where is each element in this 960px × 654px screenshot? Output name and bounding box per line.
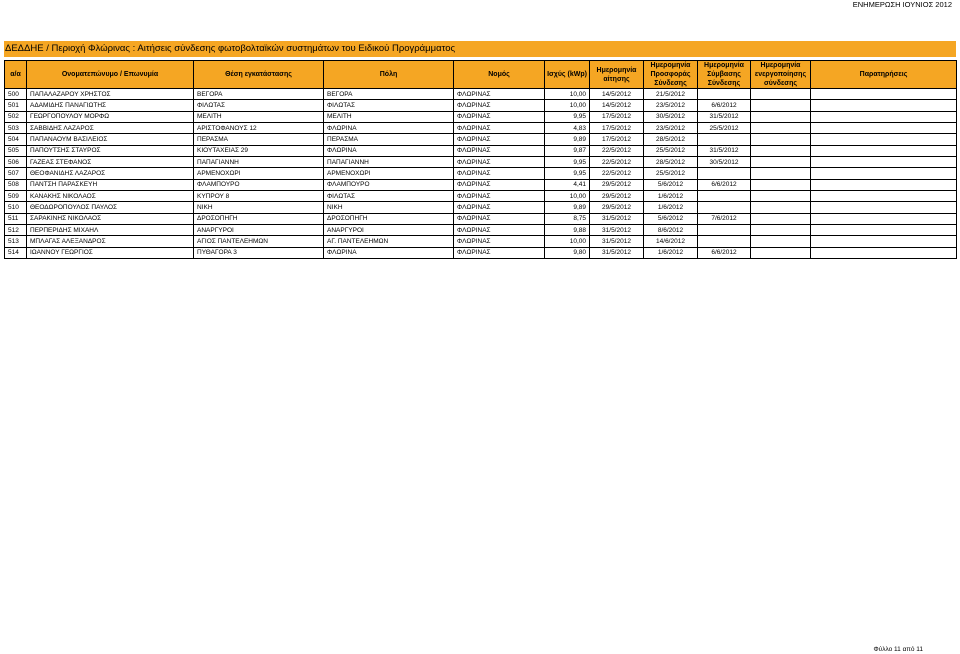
cell-prefecture: ΦΛΩΡΙΝΑΣ (454, 168, 545, 179)
cell-activation-date (751, 225, 811, 236)
cell-location: ΜΕΛΙΤΗ (194, 111, 324, 122)
cell-application-date: 29/5/2012 (590, 202, 644, 213)
cell-contract-date: 6/6/2012 (698, 100, 751, 111)
cell-activation-date (751, 168, 811, 179)
cell-notes (811, 247, 957, 258)
cell-prefecture: ΦΛΩΡΙΝΑΣ (454, 236, 545, 247)
cell-application-date: 31/5/2012 (590, 236, 644, 247)
cell-prefecture: ΦΛΩΡΙΝΑΣ (454, 191, 545, 202)
header-location: Θέση εγκατάστασης (194, 61, 324, 89)
cell-contract-date (698, 89, 751, 100)
cell-city: ΑΡΜΕΝΟΧΩΡΙ (324, 168, 454, 179)
header-offer-date: Ημερομηνία Προσφοράς Σύνδεσης (644, 61, 698, 89)
cell-offer-date: 25/5/2012 (644, 168, 698, 179)
cell-name: ΣΑΡΑΚΙΝΗΣ ΝΙΚΟΛΑΟΣ (27, 213, 194, 224)
cell-city: ΑΓ. ΠΑΝΤΕΛΕΗΜΩΝ (324, 236, 454, 247)
table-row (5, 134, 957, 145)
cell-name: ΠΑΝΤΣΗ ΠΑΡΑΣΚΕΥΗ (27, 179, 194, 190)
cell-aa: 513 (5, 236, 27, 247)
cell-notes (811, 179, 957, 190)
cell-power: 9,95 (545, 111, 590, 122)
cell-city: ΦΙΛΩΤΑΣ (324, 100, 454, 111)
cell-location: ΦΙΛΩΤΑΣ (194, 100, 324, 111)
cell-city: ΜΕΛΙΤΗ (324, 111, 454, 122)
cell-location: ΚΙΟΥΤΑΧΕΙΑΣ 29 (194, 145, 324, 156)
cell-aa: 510 (5, 202, 27, 213)
header-power: Ισχύς (kWp) (545, 61, 590, 89)
cell-contract-date: 6/6/2012 (698, 247, 751, 258)
cell-name: ΓΑΖΕΑΣ ΣΤΕΦΑΝΟΣ (27, 157, 194, 168)
cell-aa: 503 (5, 123, 27, 134)
cell-notes (811, 168, 957, 179)
cell-city: ΔΡΟΣΟΠΗΓΗ (324, 213, 454, 224)
cell-prefecture: ΦΛΩΡΙΝΑΣ (454, 202, 545, 213)
cell-notes (811, 202, 957, 213)
cell-prefecture: ΦΛΩΡΙΝΑΣ (454, 145, 545, 156)
cell-offer-date: 8/6/2012 (644, 225, 698, 236)
cell-name: ΣΑΒΒΙΔΗΣ ΛΑΖΑΡΟΣ (27, 123, 194, 134)
cell-contract-date (698, 134, 751, 145)
cell-name: ΜΠΛΑΓΑΣ ΑΛΕΞΑΝΔΡΟΣ (27, 236, 194, 247)
cell-location: ΑΡΜΕΝΟΧΩΡΙ (194, 168, 324, 179)
cell-location: ΑΡΙΣΤΟΦΑΝΟΥΣ 12 (194, 123, 324, 134)
cell-power: 9,87 (545, 145, 590, 156)
cell-name: ΑΔΑΜΙΔΗΣ ΠΑΝΑΓΙΩΤΗΣ (27, 100, 194, 111)
cell-application-date: 17/5/2012 (590, 123, 644, 134)
cell-power: 10,00 (545, 236, 590, 247)
cell-location: ΑΓΙΟΣ ΠΑΝΤΕΛΕΗΜΩΝ (194, 236, 324, 247)
table-row (5, 191, 957, 202)
cell-contract-date (698, 225, 751, 236)
cell-aa: 514 (5, 247, 27, 258)
cell-aa: 500 (5, 89, 27, 100)
cell-city: ΦΛΑΜΠΟΥΡΟ (324, 179, 454, 190)
cell-location: ΑΝΑΡΓΥΡΟΙ (194, 225, 324, 236)
cell-activation-date (751, 100, 811, 111)
cell-application-date: 17/5/2012 (590, 134, 644, 145)
cell-prefecture: ΦΛΩΡΙΝΑΣ (454, 213, 545, 224)
cell-notes (811, 100, 957, 111)
header-city: Πόλη (324, 61, 454, 89)
cell-city: ΑΝΑΡΓΥΡΟΙ (324, 225, 454, 236)
cell-city: ΦΛΩΡΙΝΑ (324, 145, 454, 156)
cell-power: 9,95 (545, 168, 590, 179)
cell-activation-date (751, 157, 811, 168)
header-notes: Παρατηρήσεις (811, 61, 957, 89)
cell-notes (811, 134, 957, 145)
cell-activation-date (751, 89, 811, 100)
cell-city: ΦΛΩΡΙΝΑ (324, 123, 454, 134)
header-activation-date: Ημερομηνία ενεργοποίησης σύνδεσης (751, 61, 811, 89)
cell-name: ΠΕΡΠΕΡΙΔΗΣ ΜΙΧΑΗΛ (27, 225, 194, 236)
cell-power: 9,89 (545, 202, 590, 213)
cell-notes (811, 123, 957, 134)
cell-aa: 512 (5, 225, 27, 236)
cell-contract-date: 7/6/2012 (698, 213, 751, 224)
table-row (5, 123, 957, 134)
cell-application-date: 17/5/2012 (590, 111, 644, 122)
cell-activation-date (751, 134, 811, 145)
cell-power: 9,88 (545, 225, 590, 236)
cell-notes (811, 111, 957, 122)
table-row (5, 213, 957, 224)
cell-aa: 502 (5, 111, 27, 122)
cell-notes (811, 213, 957, 224)
cell-application-date: 29/5/2012 (590, 179, 644, 190)
cell-aa: 501 (5, 100, 27, 111)
table-row (5, 168, 957, 179)
cell-location: ΒΕΓΟΡΑ (194, 89, 324, 100)
header-aa: α/α (5, 61, 27, 89)
cell-application-date: 22/5/2012 (590, 168, 644, 179)
cell-offer-date: 28/5/2012 (644, 157, 698, 168)
cell-contract-date (698, 202, 751, 213)
cell-prefecture: ΦΛΩΡΙΝΑΣ (454, 157, 545, 168)
table-row (5, 225, 957, 236)
header-prefecture: Νομός (454, 61, 545, 89)
cell-aa: 504 (5, 134, 27, 145)
table-row (5, 236, 957, 247)
header-application-date: Ημερομηνία αίτησης (590, 61, 644, 89)
cell-location: ΔΡΟΣΟΠΗΓΗ (194, 213, 324, 224)
cell-activation-date (751, 247, 811, 258)
cell-notes (811, 236, 957, 247)
cell-offer-date: 14/6/2012 (644, 236, 698, 247)
cell-power: 10,00 (545, 100, 590, 111)
cell-aa: 509 (5, 191, 27, 202)
cell-application-date: 31/5/2012 (590, 247, 644, 258)
cell-activation-date (751, 111, 811, 122)
update-label: ΕΝΗΜΕΡΩΣΗ ΙΟΥΝΙΟΣ 2012 (852, 0, 952, 9)
table-row (5, 100, 957, 111)
cell-location: ΠΕΡΑΣΜΑ (194, 134, 324, 145)
cell-application-date: 31/5/2012 (590, 213, 644, 224)
cell-name: ΠΑΠΑΝΑΟΥΜ ΒΑΣΙΛΕΙΟΣ (27, 134, 194, 145)
header-name: Ονοματεπώνυμο / Επωνυμία (27, 61, 194, 89)
cell-city: ΒΕΓΟΡΑ (324, 89, 454, 100)
cell-application-date: 14/5/2012 (590, 100, 644, 111)
cell-contract-date (698, 236, 751, 247)
cell-contract-date: 30/5/2012 (698, 157, 751, 168)
cell-prefecture: ΦΛΩΡΙΝΑΣ (454, 89, 545, 100)
cell-contract-date: 6/6/2012 (698, 179, 751, 190)
cell-location: ΚΥΠΡΟΥ 8 (194, 191, 324, 202)
cell-power: 9,80 (545, 247, 590, 258)
cell-notes (811, 191, 957, 202)
cell-application-date: 14/5/2012 (590, 89, 644, 100)
cell-name: ΘΕΟΦΑΝΙΔΗΣ ΛΑΖΑΡΟΣ (27, 168, 194, 179)
cell-city: ΠΕΡΑΣΜΑ (324, 134, 454, 145)
cell-activation-date (751, 145, 811, 156)
cell-city: ΦΙΛΩΤΑΣ (324, 191, 454, 202)
table-row (5, 247, 957, 258)
cell-name: ΓΕΩΡΓΟΠΟΥΛΟΥ ΜΟΡΦΩ (27, 111, 194, 122)
cell-prefecture: ΦΛΩΡΙΝΑΣ (454, 179, 545, 190)
cell-application-date: 22/5/2012 (590, 157, 644, 168)
table-row (5, 111, 957, 122)
cell-city: ΝΙΚΗ (324, 202, 454, 213)
cell-contract-date: 31/5/2012 (698, 145, 751, 156)
cell-offer-date: 30/5/2012 (644, 111, 698, 122)
cell-prefecture: ΦΛΩΡΙΝΑΣ (454, 100, 545, 111)
cell-activation-date (751, 236, 811, 247)
header-contract-date: Ημερομηνία Σύμβασης Σύνδεσης (698, 61, 751, 89)
cell-name: ΚΑΝΑΚΗΣ ΝΙΚΟΛΑΟΣ (27, 191, 194, 202)
cell-activation-date (751, 123, 811, 134)
cell-name: ΘΕΟΔΩΡΟΠΟΥΛΟΣ ΠΑΥΛΟΣ (27, 202, 194, 213)
cell-contract-date (698, 168, 751, 179)
cell-power: 10,00 (545, 89, 590, 100)
cell-aa: 506 (5, 157, 27, 168)
cell-activation-date (751, 191, 811, 202)
cell-offer-date: 1/6/2012 (644, 191, 698, 202)
cell-aa: 511 (5, 213, 27, 224)
cell-location: ΠΥΘΑΓΟΡΑ 3 (194, 247, 324, 258)
cell-offer-date: 5/6/2012 (644, 179, 698, 190)
cell-offer-date: 28/5/2012 (644, 134, 698, 145)
cell-prefecture: ΦΛΩΡΙΝΑΣ (454, 225, 545, 236)
cell-activation-date (751, 213, 811, 224)
cell-contract-date (698, 191, 751, 202)
cell-power: 9,95 (545, 157, 590, 168)
table-row (5, 179, 957, 190)
cell-power: 9,89 (545, 134, 590, 145)
table-row (5, 89, 957, 100)
cell-activation-date (751, 202, 811, 213)
cell-application-date: 29/5/2012 (590, 191, 644, 202)
cell-notes (811, 145, 957, 156)
cell-activation-date (751, 179, 811, 190)
cell-power: 8,75 (545, 213, 590, 224)
cell-offer-date: 23/5/2012 (644, 100, 698, 111)
cell-power: 10,00 (545, 191, 590, 202)
cell-offer-date: 1/6/2012 (644, 247, 698, 258)
cell-city: ΦΛΩΡΙΝΑ (324, 247, 454, 258)
cell-prefecture: ΦΛΩΡΙΝΑΣ (454, 111, 545, 122)
cell-location: ΠΑΠΑΓΙΑΝΝΗ (194, 157, 324, 168)
cell-location: ΦΛΑΜΠΟΥΡΟ (194, 179, 324, 190)
cell-name: ΙΩΑΝΝΟΥ ΓΕΩΡΓΙΟΣ (27, 247, 194, 258)
cell-notes (811, 225, 957, 236)
applications-table (4, 60, 957, 259)
cell-name: ΠΑΠΑΛΑΖΑΡΟΥ ΧΡΗΣΤΟΣ (27, 89, 194, 100)
table-row (5, 157, 957, 168)
cell-offer-date: 23/5/2012 (644, 123, 698, 134)
cell-location: ΝΙΚΗ (194, 202, 324, 213)
cell-city: ΠΑΠΑΓΙΑΝΝΗ (324, 157, 454, 168)
cell-aa: 505 (5, 145, 27, 156)
cell-name: ΠΑΠΟΥΤΣΗΣ ΣΤΑΥΡΟΣ (27, 145, 194, 156)
cell-offer-date: 1/6/2012 (644, 202, 698, 213)
cell-prefecture: ΦΛΩΡΙΝΑΣ (454, 247, 545, 258)
cell-prefecture: ΦΛΩΡΙΝΑΣ (454, 123, 545, 134)
cell-notes (811, 157, 957, 168)
cell-offer-date: 5/6/2012 (644, 213, 698, 224)
document-title: ΔΕΔΔΗΕ / Περιοχή Φλώρινας : Αιτήσεις σύνδεσης φωτοβολταϊκών συστημάτων του Ειδικού Προγράμματος (4, 41, 956, 57)
cell-contract-date: 25/5/2012 (698, 123, 751, 134)
cell-application-date: 31/5/2012 (590, 225, 644, 236)
cell-power: 4,41 (545, 179, 590, 190)
cell-contract-date: 31/5/2012 (698, 111, 751, 122)
cell-prefecture: ΦΛΩΡΙΝΑΣ (454, 134, 545, 145)
table-row (5, 145, 957, 156)
cell-application-date: 22/5/2012 (590, 145, 644, 156)
cell-offer-date: 25/5/2012 (644, 145, 698, 156)
cell-offer-date: 21/5/2012 (644, 89, 698, 100)
cell-power: 4,83 (545, 123, 590, 134)
cell-aa: 507 (5, 168, 27, 179)
cell-notes (811, 89, 957, 100)
table-row (5, 202, 957, 213)
table-header-row (5, 61, 957, 89)
page-footer: Φύλλο 11 από 11 (873, 646, 923, 653)
cell-aa: 508 (5, 179, 27, 190)
